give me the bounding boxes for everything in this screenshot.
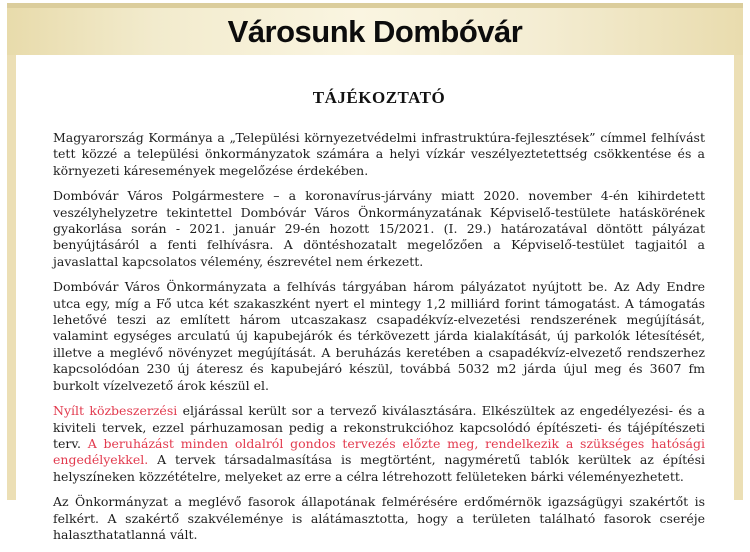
highlighted-text: Nyílt közbeszerzési bbox=[53, 403, 183, 419]
body-text: Magyarország Kormánya a „Települési környezetvédelmi infrastruktúra-fejlesztések” címmel felhívást tett közzé a települési önkormányzatok számára a helyi vízkár veszélyeztetettség csökkentése és a környezeti káresemények megelőzése érdekében. bbox=[53, 130, 705, 178]
body-text: A tervek társadalmasítása is megtörtént, nagyméretű tablók kerültek az építési helyszíneken közzétételre, melyeket az erre a célra létrehozott felületeken bárki véleményezhetett. bbox=[53, 452, 705, 484]
right-border-strip bbox=[734, 55, 743, 500]
article-body bbox=[53, 130, 705, 543]
newspaper-title: Városunk Dombóvár bbox=[227, 13, 523, 49]
article-paragraph bbox=[53, 403, 705, 485]
body-text: Dombóvár Város Polgármestere – a koronavírus-járvány miatt 2020. november 4-én kihirdetett veszélyhelyzetre tekintettel Dombóvár Város Önkormányzatának Képviselő-testülete hatáskörének gyakorlása során - 2021. január 29-én hozott 15/2021. (I. 29.) határozatával döntött pályázat benyújtásáról a fenti felhívásra. A döntéshozatalt megelőzően a Képviselő-testület tagjaitól a javaslattal kapcsolatos vélemény, észrevétel nem érkezett. bbox=[53, 188, 705, 269]
body-text: Dombóvár Város Önkormányzata a felhívás tárgyában három pályázatot nyújtott be. Az Ady Endre utca egy, míg a Fő utca két szakaszként nyert el mintegy 1,2 milliárd forint támogatást. A támogatás lehetővé teszi az említett három utcaszakasz csapadékvíz-elvezetési rendszerének megújítását, valamint egységes arculatú új kapubejárók és térkövezett járda kialakítását, új parkolók létesítését, illetve a meglévő növényzet megújítását. A beruházás keretében a csapadékvíz-elvezető rendszerhez kapcsolódóan 230 új áteresz és kapubejáró készül, továbbá 5032 m2 járda újul meg és 3607 fm burkolt vízelvezető árok készül el. bbox=[53, 279, 705, 393]
article bbox=[53, 55, 705, 552]
article-paragraph bbox=[53, 188, 705, 270]
article-paragraph bbox=[53, 494, 705, 543]
highlighted-text: A beruházást minden oldalról gondos tervezés előzte meg, rendelkezik a szükséges hatósági engedélyekkel. bbox=[53, 435, 706, 468]
body-text: eljárással került sor a tervező kiválasztására. Elkészültek az engedélyezési- és a kiviteli tervek, ezzel párhuzamosan pedig a rekonstrukcióhoz kapcsolódó építészeti- és tájépítészeti terv. bbox=[53, 403, 705, 451]
body-text: Az Önkormányzat a meglévő fasorok állapotának felmérésére erdőmérnök igazságügyi szakértőt is felkért. A szakértő szakvéleménye is alátámasztotta, hogy a területen található fasorok cseréje halaszthatatlanná vált. bbox=[53, 494, 705, 542]
left-border-strip bbox=[7, 55, 16, 500]
article-paragraph bbox=[53, 130, 705, 179]
article-paragraph bbox=[53, 279, 705, 394]
masthead bbox=[7, 3, 743, 55]
article-heading: TÁJÉKOZTATÓ bbox=[312, 88, 446, 107]
